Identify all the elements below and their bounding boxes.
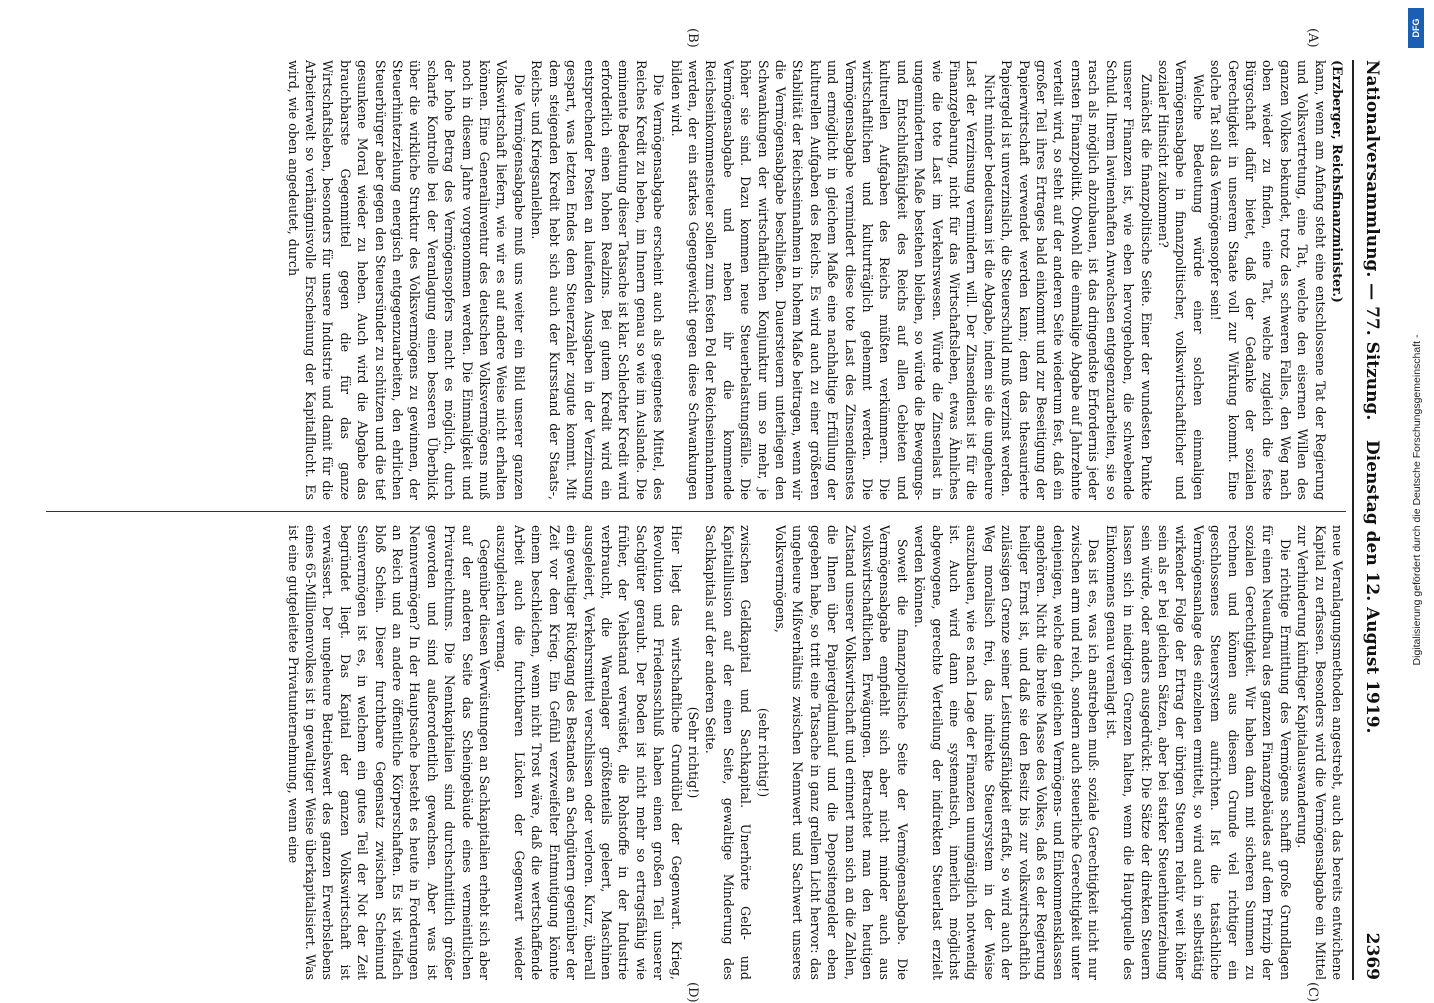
interjection-1: (sehr richtig!) (755, 707, 771, 798)
left-paragraph-3: Zunächst die finanzpolitische Seite. Einer der wundesten Punkte unserer Finanzen ist, wie eben hervorgehoben, die schwebende Schuld. Ihrem lawinenhaften Anwachsen entgegenzuarbeiten, sie so rasch als möglich abzubauen, ist das dringendste Erfordernis jeder ernsten Finanzpolitik. Obwohl die einmalige Abgabe auf Jahrzehnte verteilt wird, so steht auf der anderen Seite wiederum fest, daß ein großer Teil ihres Ertrages bald einkommt und zur Beseitigung der Papierwirtschaft verwendet werden kann; denn das thesaurierte Papiergeld ist unverzinslich, die Steuerschuld muß verzinst werden. (999, 60, 1154, 500)
page-number: 2369 (1362, 932, 1382, 980)
left-paragraph-1: kann, wenn am Anfang steht eine entschlossene Tat der Regierung und Volksvertretung, eine Tat, welche den eisernen Willen des ganzen Volkes bekundet, trotz des schweren Falles, den Weg nach oben wieder zu finden, eine Tat, welche zugleich die feste Bürgschaft dafür bietet, daß der Gedanke der sozialen Gerechtigkeit in unserem Staate voll zur Wirkung kommt. Eine solche Tat soll das Vermögensopfer sein! (1208, 60, 1328, 500)
digitization-credit-text: Digitalisierung gefördert durch die Deutsche Forschungsgemeinschaft - (1411, 334, 1423, 666)
margin-mark-c: (C) (1305, 982, 1320, 1003)
speaker-label: (Erzberger, Reichsfinanzminister.) (1330, 60, 1345, 303)
left-text-column (46, 60, 1346, 500)
left-paragraph-6: Die Vermögensabgabe muß uns weiter ein Bild unserer ganzen Volkswirtschaft liefern, wie wir es auf andere Weise nicht erhalten können. Eine Generalinventur des deutschen Volksvermögens muß noch in diesem Jahre vorgenommen werden. Die Einmaligkeit und der hohe Betrag des Vermögensopfers macht es möglich, durch scharfe Kontrolle bei der Veranlagung einen besseren Überblick über die wirkliche Struktur des Volksvermögens zu gewinnen, der Steuerhinterziehung energisch entgegenzuarbeiten, den ehrlichen Steuerbürger aber gegen den Steuersünder zu schützen und die tief gesunkene Moral wieder zu heben. Auch wird die Abgabe das brauchbarste Gegenmittel gegen die für das ganze Wirtschaftsleben, besonders für unsere Industrie und damit für die Arbeiterwelt so verhängnisvolle Erscheinung der Kapitalflucht. Es wird, wie oben angedeutet, durch (285, 60, 527, 500)
right-paragraph-6: Hier liegt das wirtschaftliche Grundübel der Gegenwart. Krieg, Revolution und Friedensschluß haben einen großen Teil unserer Sachgüter geraubt. Der Boden ist nicht mehr so ertragsfähig wie früher, der Viehstand verwüstet, die Rohstoffe in der Industrie verbraucht, die Warenlager größtenteils geleert, Maschinen ausgeleiert, Verkehrsmittel verschlissen oder verloren. Kurz, überall ein gewaltiger Rückgang des Bestandes an Sachgütern gegenüber der Zeit vor dem Krieg. Ein Gefühl verzweifelter Entmutigung könnte einem beschleichen, wenn nicht Trost wäre, daß die wertschaffende Arbeit auch die furchtbaren Lücken der Gegenwart wieder auszugleichen vermag. (494, 525, 684, 980)
right-paragraph-4: Soweit die finanzpolitische Seite der Vermögensabgabe. Die Vermögensabgabe empfiehlt sich aber nicht minder auch aus volkswirtschaftlichen Erwägungen. Betrachtet man den heutigen Zustand unserer Volkswirtschaft und erinnert man sich an die Zahlen, die Ihnen über Papiergeldumlauf und die Depositengelder eben gegeben habe, so tritt eine Tatsache in ganz grellem Licht hervor: das ungeheure Mißverhältnis zwischen Nennwert und Sachwert unseres Volksvermögens, (773, 525, 910, 980)
left-paragraph-4: Nicht minder bedeutsam ist die Abgabe, indem sie die ungeheure Last der Verzinsung vermindern will. Der Zinsendienst ist für die Finanzgebarung, nicht für das Wirtschaftsleben, etwas Ähnliches wie die tote Last im Verkehrswesen. Würde die Zinsenlast in ungemindertem Maße bestehen bleiben, so würde die Bewegungs- und Entschlußfähigkeit des Reichs auf allen Gebieten und kulturellen Aufgaben des Reichs müßten verkümmern. Die wirtschaftlichen und kulturträglich gehemmt werden. Die Vermögensabgabe vermindert diese tote Last des Zinsendienstes und ermöglicht in gleichem Maße eine nachhaltige Erfüllung der kulturellen Aufgaben des Reichs. Es wird auch zu einer größeren Stabilität der Reichseinnahmen in hohem Maße beitragen, wenn wir die Vermögensabgabe beschließen. Dauersteuern unterliegen den Schwankungen der wirtschaftlichen Konjunktur um so mehr, je höher sie sind. Dazu kommen neue Steuerbelastungsfälle. Die Vermögensabgabe und neben ihr die kommende Reichseinkommensteuer sollen zum festen Pol der Reichseinnahmen werden, der ein starkes Gegengewicht gegen diese Schwankungen bilden wird. (668, 60, 997, 500)
dfg-logo: DFG (1408, 8, 1424, 48)
left-paragraph-2: Welche Bedeutung würde einer solchen einmaligen Vermögensabgabe in finanzpolitischer, volkswirtschaftlicher und sozialer Hinsicht zukommen? (1155, 60, 1206, 500)
right-text-column (46, 525, 1346, 980)
margin-mark-a: (A) (1305, 28, 1320, 48)
header-rule (1352, 60, 1354, 980)
digitization-credit-strip (1402, 0, 1432, 1000)
right-paragraph-7: Gegenüber diesen Verwüstungen an Sachkapitalien erhebt sich aber auf der anderen Seite das Scheingebäude eines vermeintlichen Privatreichtums. Die Nennkapitalien sind durchschnittlich größer geworden und sind außerordentlich gewachsen. Aber was ist Nennvermögen? In der Hauptsache besteht es heute in Forderungen an Reich und an andere öffentliche Körperschaften. Es ist vielfach bloß Schein. Dieser furchtbare Gegensatz zwischen Scheinund Seinvermögen ist es, in welchem ein gutes Teil der Not der Zeit begründet liegt. Das Kapital der ganzen Volkswirtschaft ist verwässert. Der ungeheure Betriebswert des ganzen Erwerbslebens eines 65-Millionenvolkes ist in gewaltiger Weise überkapitalisiert. Was ist eine gutgeleitete Privatunternehmung, wenn eine (285, 525, 493, 980)
column-divider (46, 511, 1346, 512)
right-paragraph-1: neue Veranlagungsmethoden angestrebt, auch das bereits entwichene Kapital zu erfassen. Besonders wird die Vermögensabgabe ein Mittel zur Verhinderung künftiger Kapitalauswanderung. (1295, 525, 1345, 980)
margin-mark-b: (B) (685, 28, 700, 48)
right-paragraph-3: Das ist es, was ich anstreben muß: soziale Gerechtigkeit nicht nur zwischen arm und reich, sondern auch steuerliche Gerechtigkeit unter denjenigen, welche den gleichen Vermögens- und Einkommensklassen angehören. Nicht die breite Masse des Volkes, daß es der Regierung heiliger Ernst ist, und daß sie den Besitz bis zur volkswirtschaftlich zulässigen Grenze seiner Leistungsfähigkeit erfaßt, so wird auch der Weg moralisch frei, das indirekte Steuersystem in der Weise auszubauen, wie es nach Lage der Finanzen unumgänglich notwendig ist. Auch wird dann eine systematisch, innerlich möglichst abgewogene, gerechte Verteilung der indirekten Steuerlast erzielt werden können. (912, 525, 1102, 980)
left-paragraph-5: Die Vermögensabgabe erscheint auch als geeignetes Mittel, des Reiches Kredit zu heben, im Innern genau so wie im Auslande. Die eminente Bedeutung dieser Tatsache ist klar. Schlechter Kredit wird erforderlich einen hohen Realzins. Bei gutem Kredit wird ein entsprechender Posten an laufenden Ausgaben in der Verzinsung gespart, was letzten Endes dem Steuerzahler zugute kommt. Mit dem steigenden Kredit hebt sich auch der Kursstand der Staats-, Reichs- und Kriegsanleihen. (529, 60, 667, 500)
interjection-2: (Sehr richtig!) (685, 706, 701, 799)
right-paragraph-5: zwischen Geldkapital und Sachkapital. Unerhörte Geld- und Kapitalillusion auf der einen Seite, gewaltige Minderung des Sachkapitals auf der anderen Seite. (703, 525, 754, 980)
page-header (1356, 60, 1382, 980)
header-assembly-session: Nationalversammlung. — 77. Sitzung. (1362, 60, 1382, 421)
margin-mark-d: (D) (685, 982, 700, 1003)
right-paragraph-2: Die richtige Ermittlung des Vermögens schafft große Grundlagen für einen Neuaufbau des ganzen Finanzgebäudes auf dem Prinzip der sozialen Gerechtigkeit. Wir haben dann mit sicheren Summen zu rechnen und können aus diesem Grunde viel richtiger ein geschlossenes Steuersystem aufrichten. Ist die tatsächliche Vermögensanlage des einzelnen ermittelt, so wird auch in selbsttätig wirkender Folge der Ertrag der übrigen Steuern relativ weit höher sein als er bei gleichen Sätzen, aber bei starker Steuerhinterziehung sein würde, oder anders ausgedrückt: Die Sätze der direkten Steuern lassen sich in niedrigen Grenzen halten, wenn die Hauptquelle des Einkommens genau veranlagt ist. (1103, 525, 1293, 980)
header-date: Dienstag den 12. August 1919. (1362, 440, 1382, 734)
